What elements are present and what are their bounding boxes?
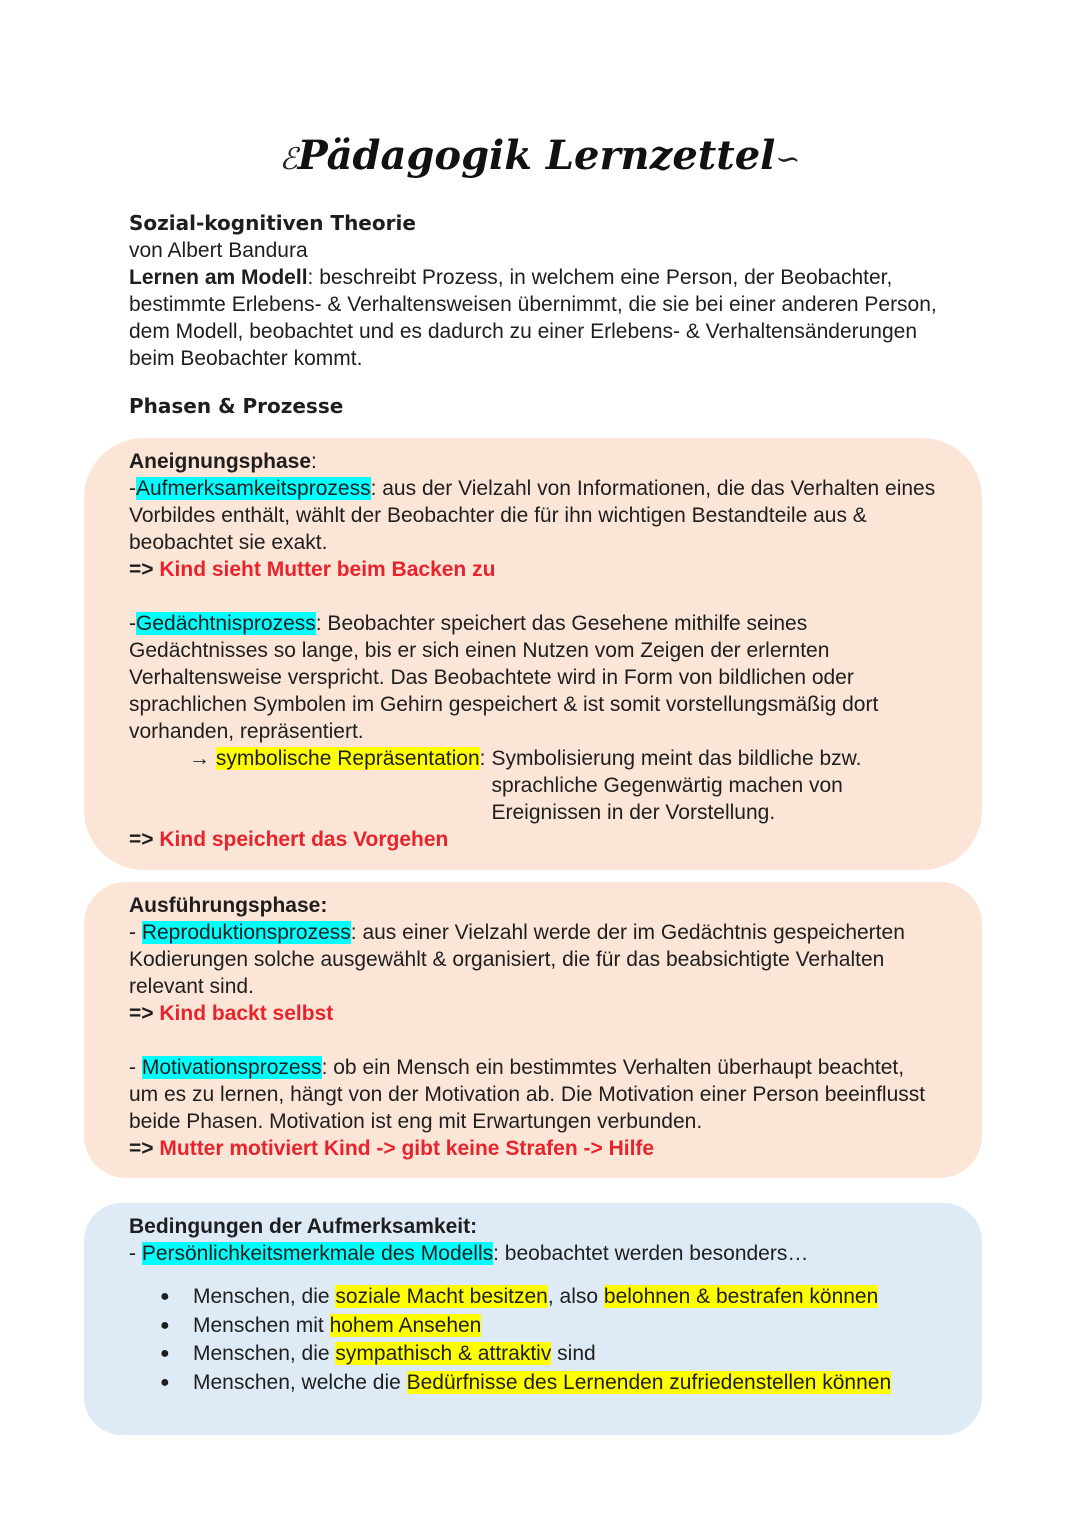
arrow-label: => [129,1137,154,1160]
aneignung-heading: Aneignungsphase [129,450,312,473]
reproduktion-example [129,1000,937,1027]
symbolische-term: symbolische Repräsentation [215,747,480,770]
theory-author: von Albert Bandura [129,239,308,262]
item-highlight: Bedürfnisse des Lernenden zufriedenstellen können [406,1370,892,1394]
gedaechtnis-paragraph [129,610,937,745]
bedingungen-heading: Bedingungen der Aufmerksamkeit: [129,1215,478,1238]
item-text: Menschen, die [193,1285,336,1308]
motivation-text: : ob ein Mensch ein bestimmtes Verhalten überhaupt beachtet, um es zu lernen, hängt von der Motivation ab. Die Motivation einer Person beeinflusst beide Phasen. Motivation ist eng mit Erwartungen verbunden. [129,1056,926,1133]
list-item [193,1312,937,1341]
example-text: Mutter motiviert Kind -> gibt keine Strafen -> Hilfe [159,1137,655,1160]
swirl-left-ornament-icon: ℰ [279,142,298,177]
item-text: sind [551,1342,596,1365]
intro-section [129,210,959,372]
theory-heading: Sozial-kognitiven Theorie [129,211,416,235]
page-title-text: Pädagogik Lernzettel [297,132,776,179]
aufmerksamkeit-example [129,556,937,583]
motivation-paragraph [129,1054,937,1135]
persoenlichkeit-paragraph [129,1240,937,1267]
item-text: Menschen, die [193,1342,336,1365]
arrow-label: => [129,828,154,851]
reproduktion-term: Reproduktionsprozess [141,921,351,944]
ausfuehrungsphase-box [84,882,982,1178]
definition-text: : beschreibt Prozess, in welchem eine Person, der Beobachter, bestimmte Erlebens- & Verhaltensweisen übernimmt, die sie bei einer anderen Person, dem Modell, beobachtet und es dadurch zu einer Erlebens- & Verhaltensänderungen beim Beobachter kommt. [129,266,937,370]
persoenlichkeit-text: : beobachtet werden besonders… [493,1242,809,1265]
bedingungen-box [84,1203,982,1435]
dash: - [129,1242,142,1265]
item-highlight: sympathisch & attraktiv [335,1342,552,1365]
phasen-heading: Phasen & Prozesse [129,394,344,418]
symbolische-repraesentation [189,745,937,826]
gedaechtnis-example [129,826,937,853]
dash: - [129,921,142,944]
arrow-label: => [129,558,154,581]
motivation-example [129,1135,937,1162]
list-item [193,1283,937,1312]
aufmerksamkeit-paragraph [129,475,937,556]
colon: : [479,747,486,770]
swirl-right-ornament-icon: ∽ [775,142,801,177]
dash: - [129,477,136,500]
bedingungen-list [129,1283,937,1397]
motivation-term: Motivationsprozess [141,1056,322,1079]
symbolische-text: Symbolisierung meint das bildliche bzw. sprachliche Gegenwärtig machen von Ereignissen in der Vorstellung. [491,747,862,824]
aneignungsphase-box [84,438,982,870]
ausfuehrung-heading: Ausführungsphase: [129,894,328,917]
list-item [193,1369,937,1398]
gedaechtnis-text: : Beobachter speichert das Gesehene mithilfe seines Gedächtnisses so lange, bis er sich einen Nutzen vom Zeigen der erlernten Verhaltensweise verspricht. Das Beobachtete wird in Form von bildlichen oder sprachlichen Symbolen im Gehirn gespeichert & ist somit vorstellungsmäßig dort vorhanden, repräsentiert. [129,612,879,743]
dash: - [129,1056,142,1079]
dash: - [129,612,136,635]
example-text: Kind sieht Mutter beim Backen zu [159,558,496,581]
item-text: , also [547,1285,604,1308]
arrow-right-icon: → [189,747,210,770]
persoenlichkeit-term: Persönlichkeitsmerkmale des Modells [141,1242,494,1265]
arrow-label: => [129,1002,154,1025]
example-text: Kind backt selbst [159,1002,334,1025]
item-text: Menschen, welche die [193,1370,407,1394]
example-text: Kind speichert das Vorgehen [159,828,449,851]
item-text: Menschen mit [193,1313,330,1337]
theory-definition [129,264,959,372]
aufmerksamkeit-text: : aus der Vielzahl von Informationen, die das Verhalten eines Vorbildes enthält, wählt der Beobachter die für ihn wichtigen Bestandteile aus & beobachtet sie exakt. [129,477,936,554]
item-highlight: soziale Macht besitzen [335,1285,548,1308]
page-title [0,128,1080,188]
definition-term: Lernen am Modell [129,266,308,289]
reproduktion-text: : aus einer Vielzahl werde der im Gedächtnis gespeicherten Kodierungen solche ausgewählt & organisiert, die für das beabsichtigte Verhalten relevant sind. [129,921,905,998]
list-item [193,1340,937,1369]
aneignung-heading-colon: : [311,450,317,473]
item-highlight: hohem Ansehen [329,1313,482,1337]
gedaechtnis-term: Gedächtnisprozess [136,612,316,635]
aufmerksamkeit-term: Aufmerksamkeitsprozess [136,477,371,500]
reproduktion-paragraph [129,919,937,1000]
item-highlight: belohnen & bestrafen können [603,1285,879,1308]
